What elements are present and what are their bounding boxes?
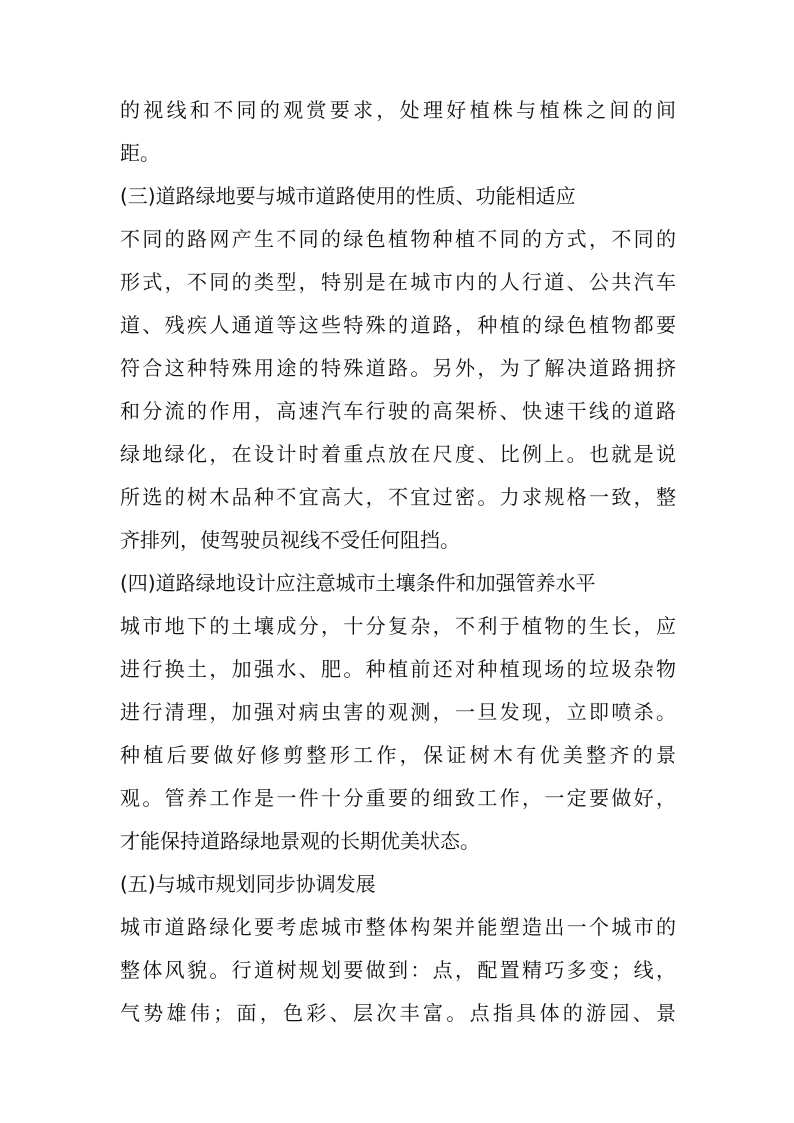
section-heading: (五)与城市规划同步协调发展 — [120, 872, 376, 896]
section-heading: (三)道路绿地要与城市道路使用的性质、功能相适应 — [120, 184, 576, 208]
text-line: 的视线和不同的观赏要求，处理好植株与植株之间的间 — [120, 98, 676, 122]
section-heading: (四)道路绿地设计应注意城市土壤条件和加强管养水平 — [120, 571, 596, 595]
text-line: 符合这种特殊用途的特殊道路。另外，为了解决道路拥挤 — [120, 356, 676, 380]
text-line: 整体风貌。行道树规划要做到：点，配置精巧多变；线， — [120, 958, 676, 982]
text-line: 绿地绿化，在设计时着重点放在尺度、比例上。也就是说 — [120, 442, 676, 466]
text-line: 齐排列，使驾驶员视线不受任何阻挡。 — [120, 528, 460, 552]
text-line: 不同的路网产生不同的绿色植物种植不同的方式，不同的 — [120, 227, 676, 251]
text-line: 进行清理，加强对病虫害的观测，一旦发现，立即喷杀。 — [120, 700, 676, 724]
text-line: 种植后要做好修剪整形工作，保证树木有优美整齐的景 — [120, 743, 676, 767]
text-line: 城市地下的土壤成分，十分复杂，不利于植物的生长，应 — [120, 614, 676, 638]
text-line: 城市道路绿化要考虑城市整体构架并能塑造出一个城市的 — [120, 915, 676, 939]
text-line: 距。 — [120, 141, 160, 165]
text-line: 所选的树木品种不宜高大，不宜过密。力求规格一致，整 — [120, 485, 676, 509]
text-line: 气势雄伟；面，色彩、层次丰富。点指具体的游园、景 — [120, 1001, 676, 1025]
text-line: 和分流的作用，高速汽车行驶的高架桥、快速干线的道路 — [120, 399, 676, 423]
text-line: 形式，不同的类型，特别是在城市内的人行道、公共汽车 — [120, 270, 676, 294]
text-line: 才能保持道路绿地景观的长期优美状态。 — [120, 829, 480, 853]
text-line: 观。管养工作是一件十分重要的细致工作，一定要做好， — [120, 786, 676, 810]
text-line: 道、残疾人通道等这些特殊的道路，种植的绿色植物都要 — [120, 313, 676, 337]
text-line: 进行换土，加强水、肥。种植前还对种植现场的垃圾杂物 — [120, 657, 676, 681]
